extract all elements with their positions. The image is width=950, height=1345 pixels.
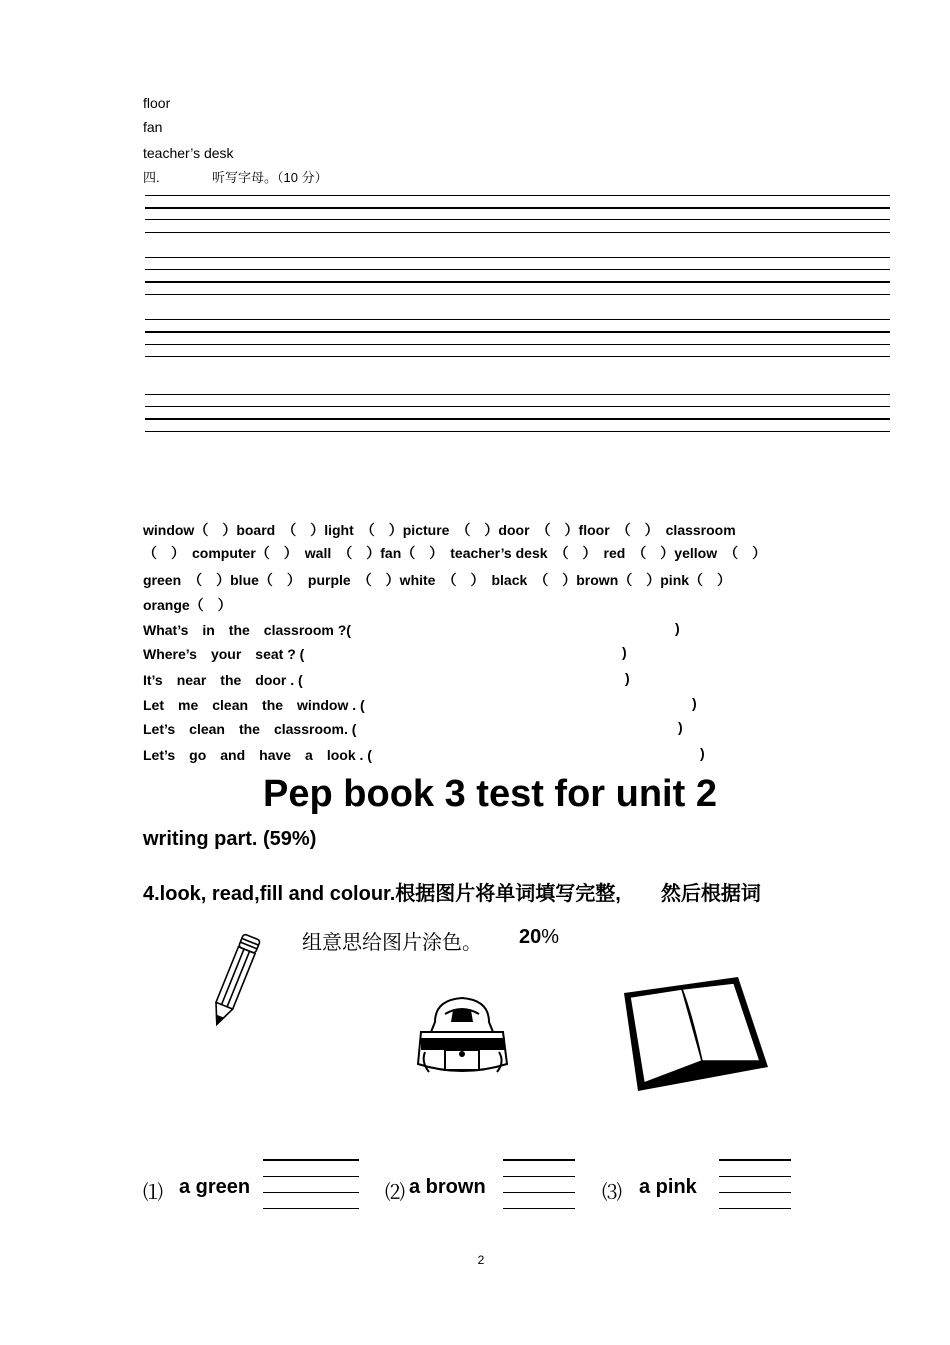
- answer-1-label: a green: [179, 1176, 251, 1198]
- task-four-instruction: 4.look, read,fill and colour.根据图片将单词填写完整, 然后根据词: [143, 883, 761, 905]
- sentence-4-close: ): [692, 695, 697, 711]
- sentence-6: Let’s go and have a look . (: [143, 747, 372, 763]
- vocab-line-1: window（ ）board （ ）light （ ）picture （ ）door （ ）floor （ ） classroom: [143, 522, 736, 538]
- schoolbag-icon: [415, 992, 510, 1082]
- sentence-3: It’s near the door . (: [143, 672, 303, 688]
- answer-1-number: ⑴: [143, 1182, 163, 1204]
- task-four-percent: 20%: [519, 926, 560, 948]
- page-title: Pep book 3 test for unit 2: [263, 773, 717, 815]
- sentence-5: Let’s clean the classroom. (: [143, 721, 357, 737]
- vocab-line-4: orange（ ）: [143, 597, 232, 613]
- word-teachers-desk: teacher’s desk: [143, 145, 234, 161]
- sentence-6-close: ): [700, 745, 705, 761]
- book-icon: [620, 975, 770, 1095]
- section-four-number: 四.: [143, 170, 160, 185]
- writing-part-heading: writing part. (59%): [143, 828, 317, 850]
- sentence-2-close: ): [622, 644, 627, 660]
- sentence-1-close: ): [675, 620, 680, 636]
- answer-2-label: a brown: [409, 1176, 486, 1198]
- sentence-1: What’s in the classroom ?(: [143, 622, 351, 638]
- page-number: 2: [477, 1253, 485, 1267]
- sentence-5-close: ): [678, 719, 683, 735]
- word-floor: floor: [143, 95, 171, 111]
- answer-3-label: a pink: [639, 1176, 697, 1198]
- vocab-line-3: green （ ）blue（ ） purple （ ）white （ ） black （ ）brown（ ）pink（ ）: [143, 572, 732, 588]
- answer-3-number: ⑶: [602, 1182, 622, 1204]
- sentence-2: Where’s your seat ? (: [143, 646, 305, 662]
- word-fan: fan: [143, 119, 163, 135]
- section-four-instruction: 听写字母。（10 分）: [212, 170, 328, 185]
- task-four-instruction-cont: 组意思给图片涂色。: [302, 932, 482, 954]
- vocab-line-2: （ ） computer（ ） wall （ ）fan（ ） teacher’s desk （ ） red （ ）yellow （ ）: [143, 545, 767, 561]
- answer-2-number: ⑵: [385, 1182, 405, 1204]
- pencil-icon: [195, 932, 270, 1034]
- sentence-4: Let me clean the window . (: [143, 697, 365, 713]
- sentence-3-close: ): [625, 670, 630, 686]
